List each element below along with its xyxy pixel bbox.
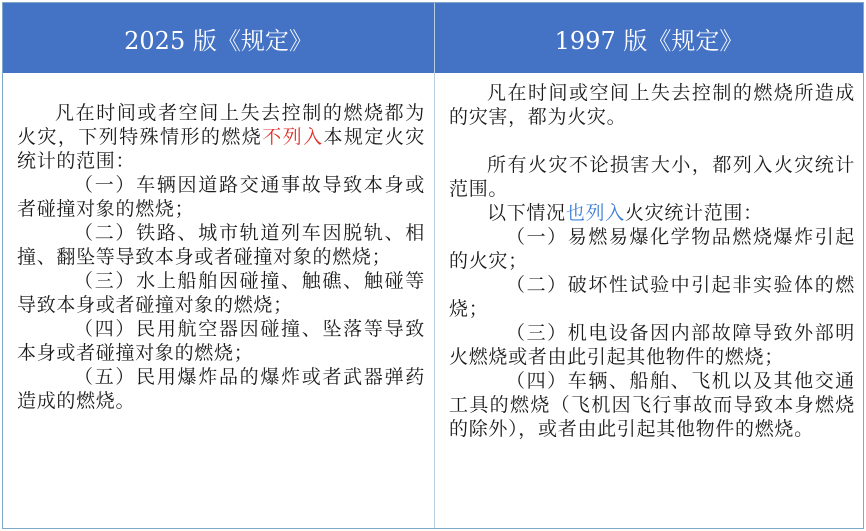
column-divider: [434, 3, 435, 528]
definition-1997: 凡在时间或空间上失去控制的燃烧所造成的灾害，都为火灾。: [449, 82, 855, 128]
list-item: （二）铁路、城市轨道列车因脱轨、相撞、翻坠等导致本身或者碰撞对象的燃烧；: [17, 222, 425, 268]
list-item: （三）水上船舶因碰撞、触礁、触碰等导致本身或者碰撞对象的燃烧；: [17, 270, 425, 316]
not-included-highlight: 不列入: [262, 126, 324, 148]
comparison-table: [2, 2, 864, 529]
intro-1997-text-b: 火灾统计范围：: [624, 202, 763, 224]
also-included-highlight: 也列入: [565, 202, 625, 224]
header-1997: 1997 版《规定》: [435, 3, 863, 73]
header-2025: 2025 版《规定》: [3, 3, 434, 73]
intro-2025-text-b: 本规定火灾统计的范围：: [17, 126, 425, 172]
list-item: （二）破坏性试验中引起非实验体的燃烧；: [449, 274, 855, 320]
intro-1997-text-a: 以下情况: [487, 202, 566, 224]
list-item: （四）车辆、船舶、飞机以及其他交通工具的燃烧（飞机因飞行事故而导致本身燃烧的除外），或者由此引起其他物件的燃烧。: [449, 370, 855, 440]
list-item: （三）机电设备因内部故障导致外部明火燃烧或者由此引起其他物件的燃烧；: [449, 322, 855, 368]
intro-2025-text-a: 凡在时间或者空间上失去控制的燃烧都为火灾，下列特殊情形的燃烧: [17, 102, 425, 148]
cell-2025-content: [17, 73, 425, 413]
list-item: （一）车辆因道路交通事故导致本身或者碰撞对象的燃烧；: [17, 174, 425, 220]
cell-1997-content: [449, 73, 855, 441]
list-item: （一）易燃易爆化学物品燃烧爆炸引起的火灾；: [449, 226, 855, 272]
intro-2025: [17, 101, 425, 173]
list-item: （五）民用爆炸品的爆炸或者武器弹药造成的燃烧。: [17, 366, 425, 412]
list-item: （四）民用航空器因碰撞、坠落等导致本身或者碰撞对象的燃烧；: [17, 318, 425, 364]
intro-1997: [449, 201, 855, 225]
scope-1997: 所有火灾不论损害大小，都列入火灾统计范围。: [449, 154, 855, 200]
